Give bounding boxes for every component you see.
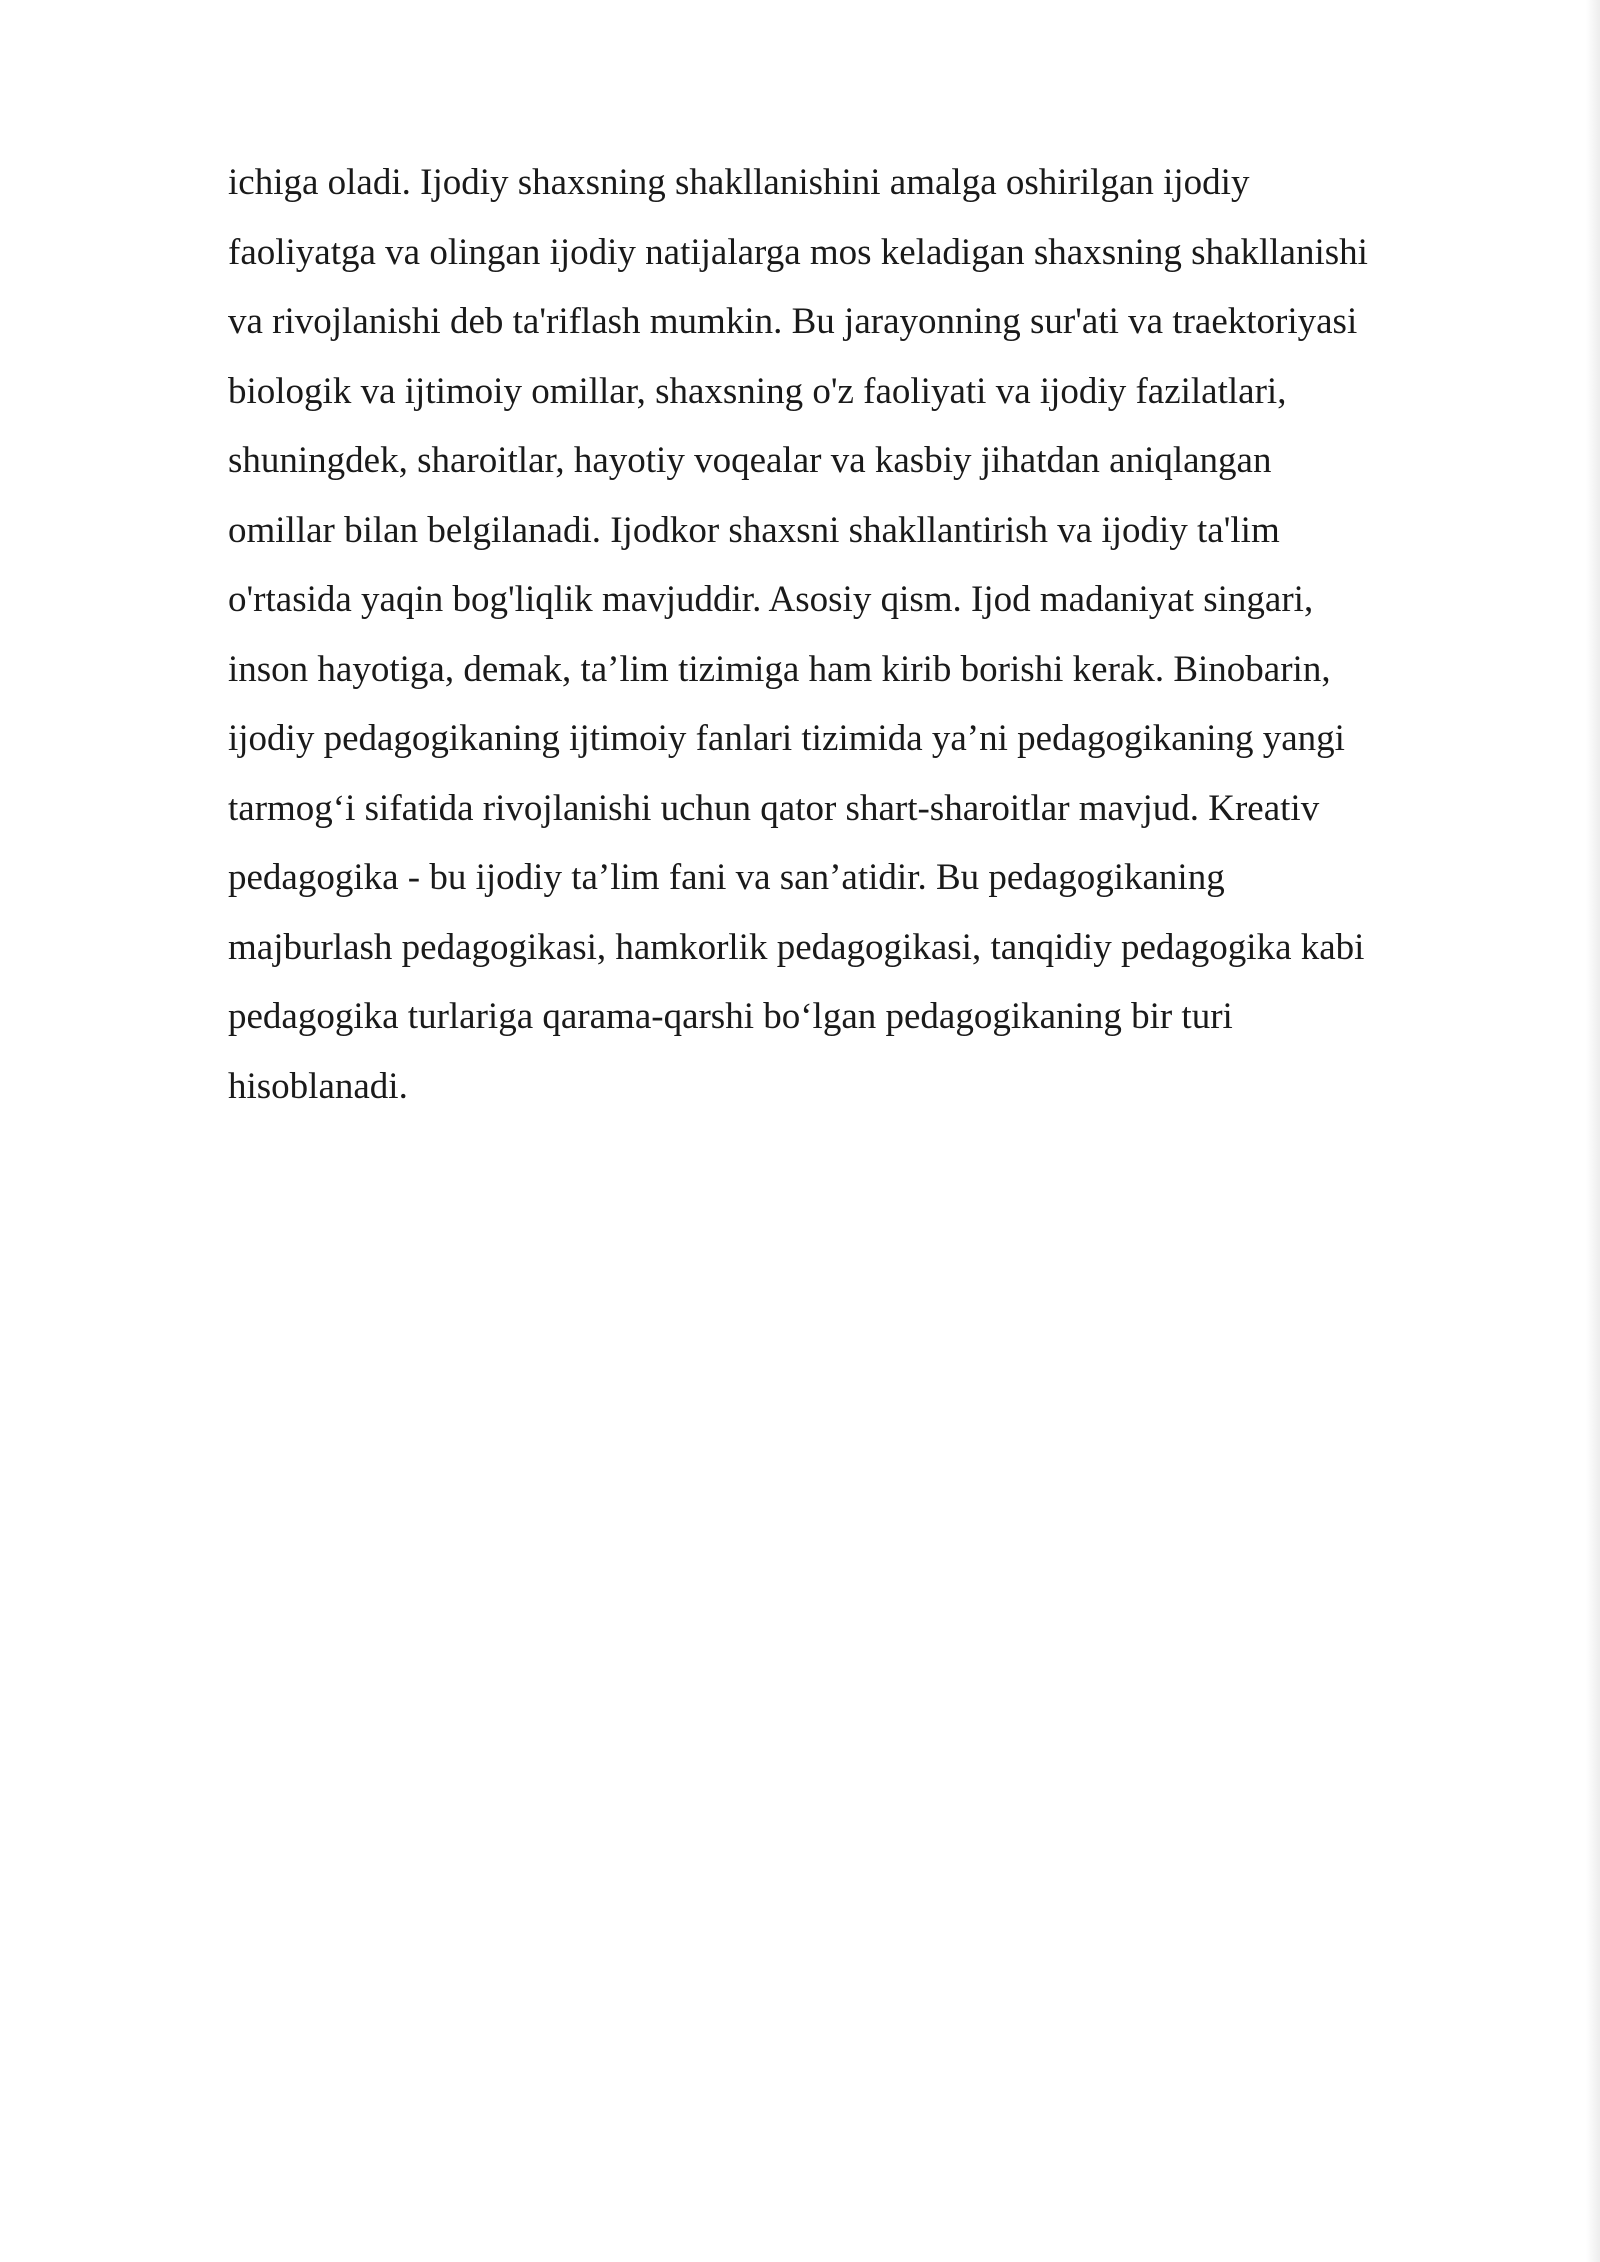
text-line: tarmog‘i sifatida rivojlanishi uchun qator shart-sharoitlar mavjud. Kreativ	[228, 787, 1320, 829]
text-line: va rivojlanishi deb ta'riflash mumkin. Bu jarayonning sur'ati va traektoriyasi	[228, 301, 1358, 342]
text-line: shuningdek, sharoitlar, hayotiy voqealar va kasbiy jihatdan aniqlangan	[228, 440, 1272, 481]
text-line: hisoblanadi.	[228, 1065, 408, 1107]
text-line: inson hayotiga, demak, ta’lim tizimiga ham kirib borishi kerak. Binobarin,	[228, 648, 1331, 690]
text-line: biologik va ijtimoiy omillar, shaxsning o'z faoliyati va ijodiy fazilatlari,	[228, 370, 1287, 412]
text-line: omillar bilan belgilanadi. Ijodkor shaxsni shakllantirish va ijodiy ta'lim	[228, 509, 1280, 551]
text-line: ichiga oladi. Ijodiy shaxsning shakllanishini amalga oshirilgan ijodiy	[228, 162, 1250, 203]
text-line: faoliyatga va olingan ijodiy natijalarga mos keladigan shaxsning shakllanishi	[228, 231, 1368, 273]
page-edge-shadow	[1586, 0, 1600, 2262]
text-line: pedagogika - bu ijodiy ta’lim fani va san’atidir. Bu pedagogikaning	[228, 857, 1225, 898]
text-line: ijodiy pedagogikaning ijtimoiy fanlari tizimida ya’ni pedagogikaning yangi	[228, 718, 1345, 759]
text-line: majburlash pedagogikasi, hamkorlik pedagogikasi, tanqidiy pedagogika kabi	[228, 926, 1365, 968]
text-line: o'rtasida yaqin bog'liqlik mavjuddir. Asosiy qism. Ijod madaniyat singari,	[228, 579, 1314, 620]
body-paragraph	[228, 148, 1478, 1121]
text-line: pedagogika turlariga qarama-qarshi bo‘lgan pedagogikaning bir turi	[228, 996, 1233, 1037]
